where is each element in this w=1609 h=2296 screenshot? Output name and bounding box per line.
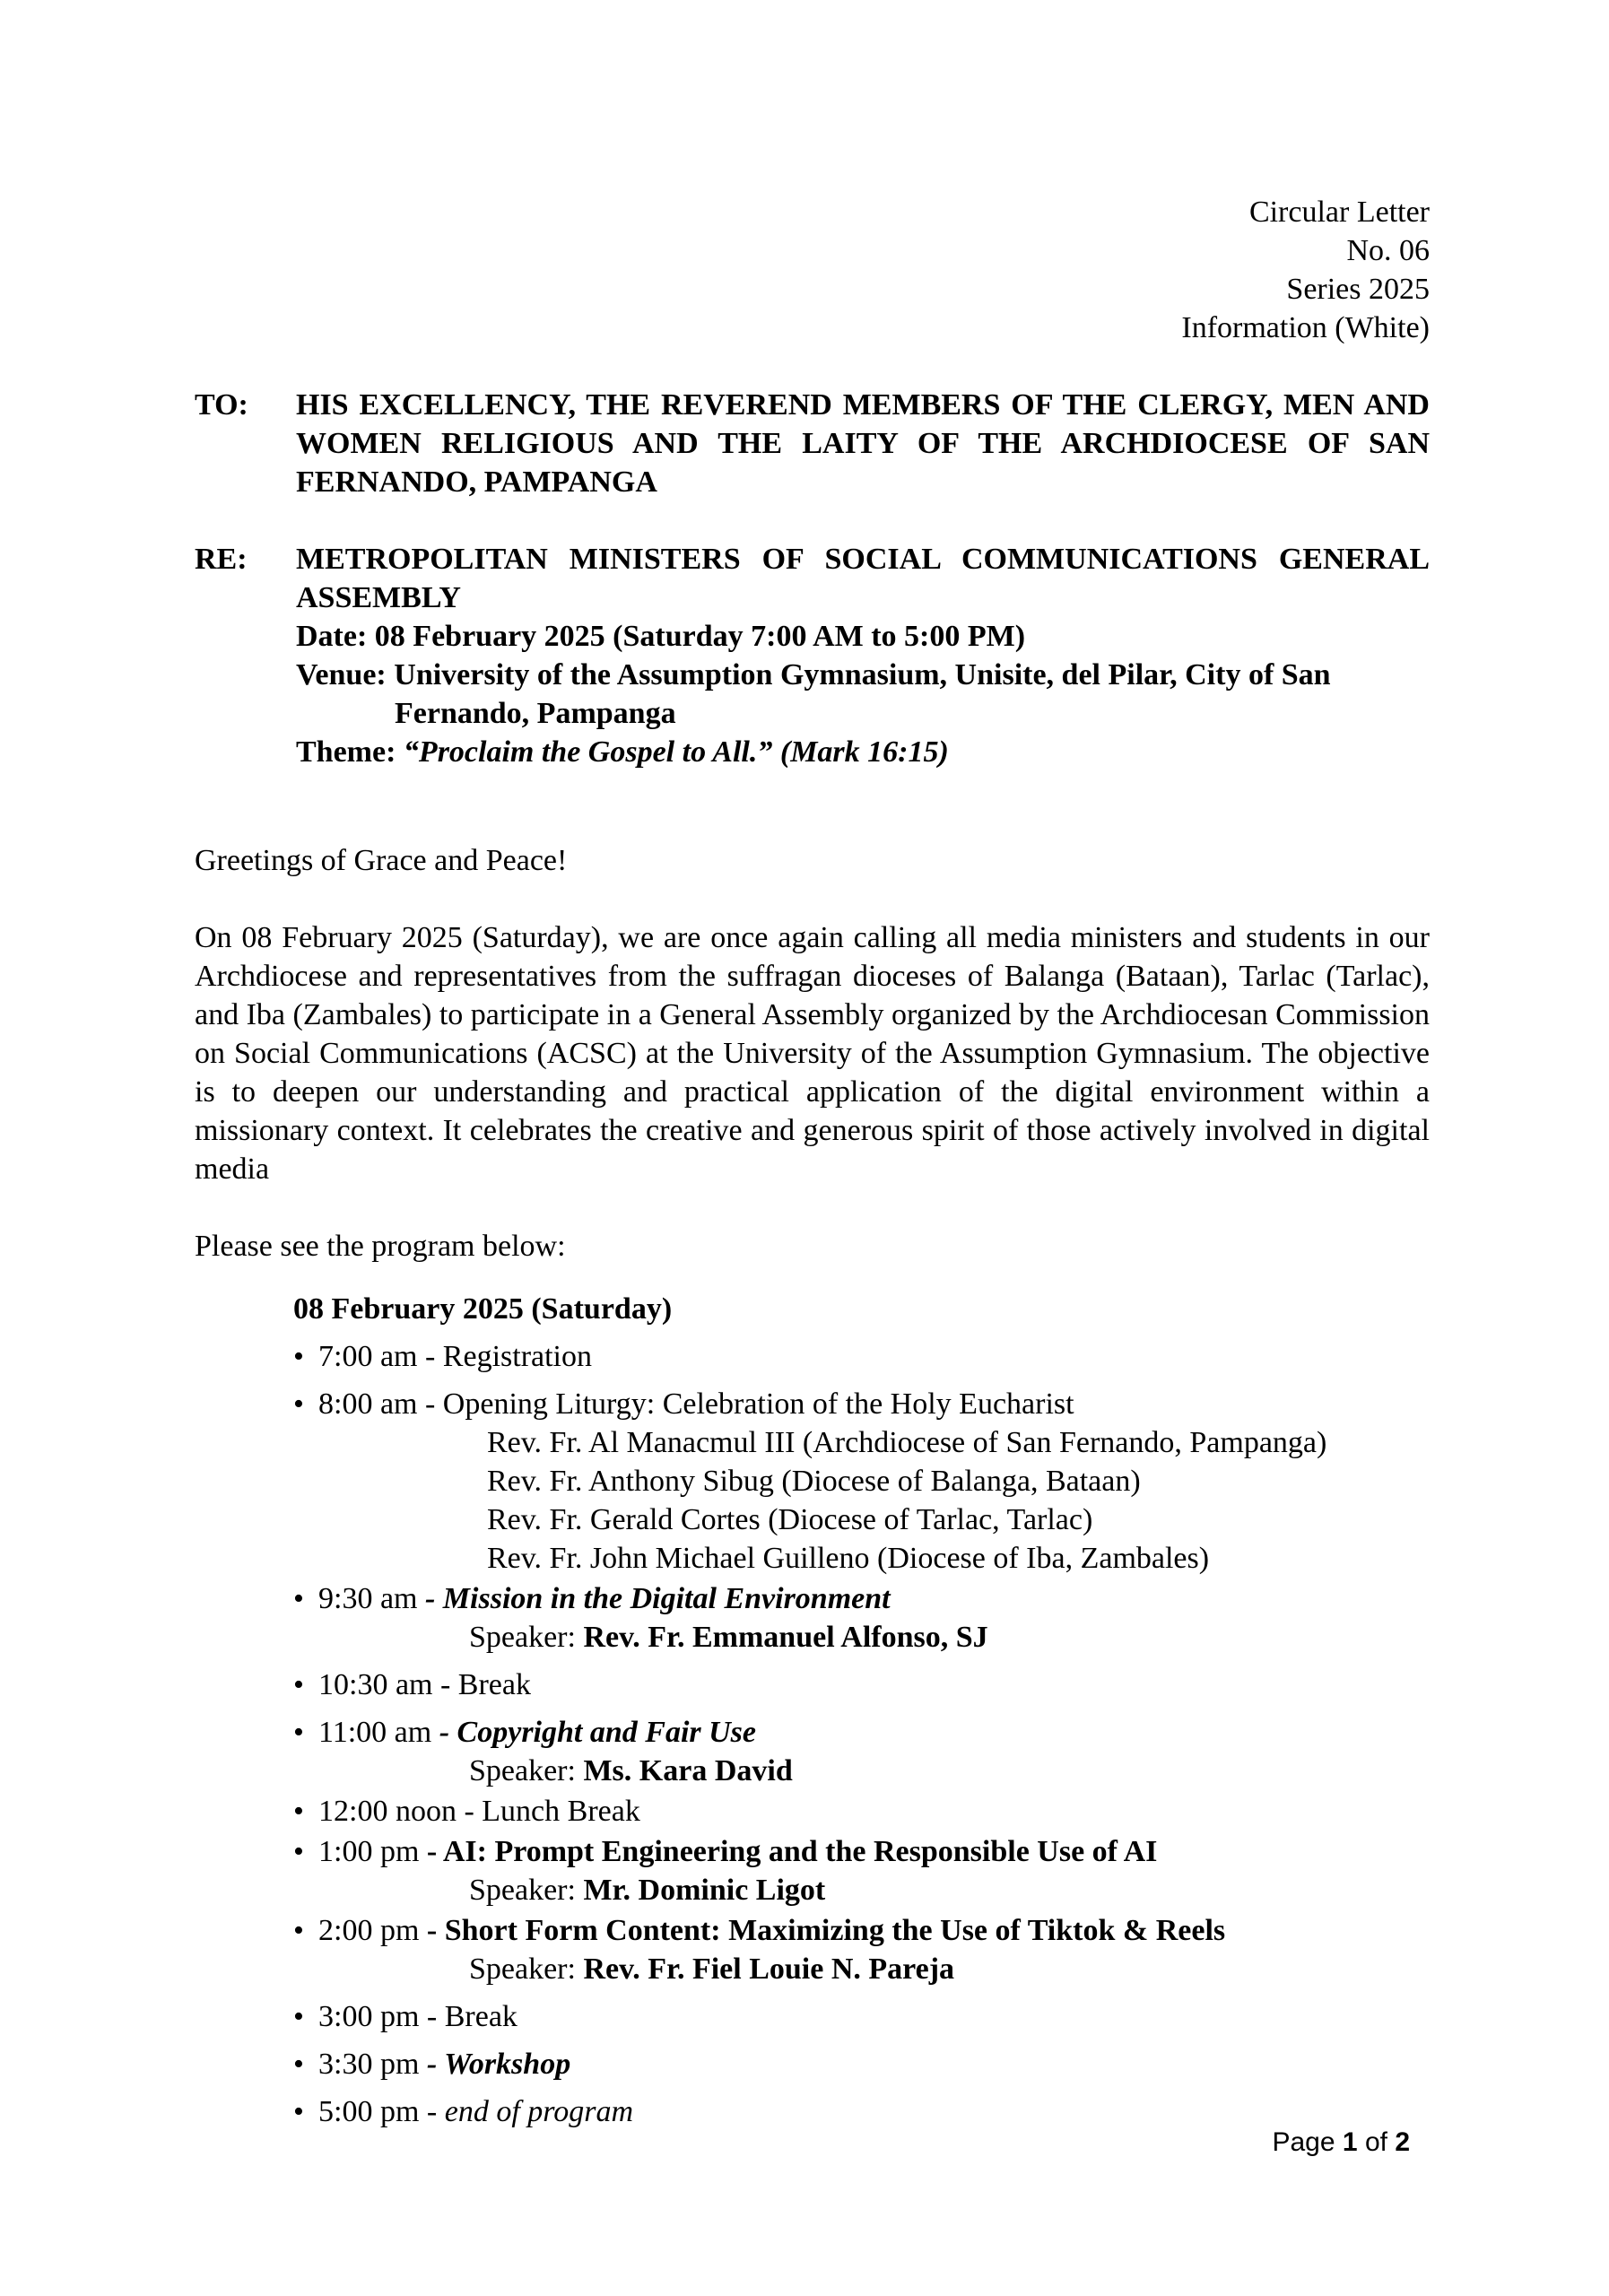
speaker-line xyxy=(293,1618,1430,1657)
celebrant-line: Rev. Fr. Al Manacmul III (Archdiocese of San Fernando, Pampanga) xyxy=(487,1426,1327,1459)
program-item-title: - Lunch Break xyxy=(456,1795,640,1828)
re-theme-label: Theme: xyxy=(296,735,396,769)
program-item xyxy=(293,1665,1430,1704)
footer-total-pages: 2 xyxy=(1395,2127,1410,2157)
program-item-time: 10:30 am xyxy=(318,1668,433,1701)
header-doc-type: Circular Letter xyxy=(1248,196,1430,229)
program-item xyxy=(293,1997,1430,2036)
program-item-time: 2:00 pm xyxy=(318,1914,420,1947)
to-text: HIS EXCELLENCY, THE REVEREND MEMBERS OF THE CLERGY, MEN AND WOMEN RELIGIOUS AND THE LAITY OF THE ARCHDIOCESE OF SAN FERNANDO, PAMPANGA xyxy=(296,388,1430,499)
speaker-label: Speaker: xyxy=(469,1754,584,1787)
program-item-time: 8:00 am xyxy=(318,1387,418,1421)
program-item-line xyxy=(293,1792,1430,1831)
footer-page-number: 1 xyxy=(1342,2127,1358,2157)
celebrant-line: Rev. Fr. Anthony Sibug (Diocese of Balanga, Bataan) xyxy=(487,1465,1141,1498)
program-item-line xyxy=(293,1579,1430,1618)
program-item xyxy=(293,1579,1430,1657)
speaker-label: Speaker: xyxy=(469,1874,584,1907)
page-footer xyxy=(1272,2126,1410,2159)
program-item-title: - Copyright and Fair Use xyxy=(431,1716,756,1749)
program-item-time: 7:00 am xyxy=(318,1340,418,1373)
program-item xyxy=(293,2045,1430,2083)
program-item-time: 3:00 pm xyxy=(318,2000,420,2033)
speaker-name: Ms. Kara David xyxy=(583,1754,793,1787)
program-intro: Please see the program below: xyxy=(195,1230,566,1263)
program-list xyxy=(293,1337,1430,2131)
bullet-icon: • xyxy=(293,1668,304,1701)
bullet-icon: • xyxy=(293,1582,304,1615)
speaker-name: Rev. Fr. Fiel Louie N. Pareja xyxy=(583,1952,955,1986)
program-item-title: - AI: Prompt Engineering and the Responsible Use of AI xyxy=(419,1835,1158,1868)
program-item xyxy=(293,1713,1430,1790)
program-item-time: 1:00 pm xyxy=(318,1835,420,1868)
bullet-icon: • xyxy=(293,1387,304,1421)
speaker-label: Speaker: xyxy=(469,1952,584,1986)
program-heading: 08 February 2025 (Saturday) xyxy=(293,1292,673,1326)
program-section xyxy=(195,1290,1430,2131)
re-label: RE: xyxy=(195,543,248,576)
re-venue-line xyxy=(296,656,1430,733)
bullet-icon: • xyxy=(293,2000,304,2033)
program-item-line xyxy=(293,1911,1430,1950)
program-item-line xyxy=(293,2092,1430,2131)
footer-of-label: of xyxy=(1364,2127,1387,2157)
re-theme-text: “Proclaim the Gospel to All.” (Mark 16:15) xyxy=(403,735,949,769)
speaker-line xyxy=(293,1950,1430,1988)
program-item-title: - Short Form Content: Maximizing the Use of Tiktok & Reels xyxy=(419,1914,1226,1947)
speaker-name: Rev. Fr. Emmanuel Alfonso, SJ xyxy=(583,1621,988,1654)
program-item-line xyxy=(293,1385,1430,1423)
re-venue-text-line1: University of the Assumption Gymnasium, Unisite, del Pilar, City of San xyxy=(394,658,1331,691)
program-item-title: - Break xyxy=(419,2000,517,2033)
program-item-title: - Workshop xyxy=(419,2048,571,2081)
bullet-icon: • xyxy=(293,1716,304,1749)
program-item xyxy=(293,2092,1430,2131)
body-paragraph: On 08 February 2025 (Saturday), we are once again calling all media ministers and students in our Archdiocese and representatives from the suffragan dioceses of Balanga (Bataan), Tarlac (Tarlac), and Iba (Zambales) to participate in a General Assembly organized by the Archdiocesan Commission on Social Communications (ACSC) at the University of the Assumption Gymnasium. The objective is to deepen our understanding and practical application of the digital environment within a missionary context. It celebrates the creative and generous spirit of those actively involved in digital media xyxy=(195,921,1430,1186)
program-item-title: - end of program xyxy=(419,2095,634,2128)
bullet-icon: • xyxy=(293,2048,304,2081)
letter-header xyxy=(195,193,1430,347)
re-subject: METROPOLITAN MINISTERS OF SOCIAL COMMUNICATIONS GENERAL ASSEMBLY xyxy=(296,543,1430,614)
re-date-label: Date: xyxy=(296,620,368,653)
program-item-time: 12:00 noon xyxy=(318,1795,457,1828)
program-item-line xyxy=(293,1997,1430,2036)
program-item-time: 9:30 am xyxy=(318,1582,418,1615)
program-item-title: - Registration xyxy=(417,1340,593,1373)
program-item-time: 3:30 pm xyxy=(318,2048,420,2081)
footer-page-label: Page xyxy=(1272,2127,1335,2157)
program-item-title: - Opening Liturgy: Celebration of the Holy Eucharist xyxy=(417,1387,1074,1421)
program-item-line xyxy=(293,1713,1430,1752)
celebrant-line: Rev. Fr. Gerald Cortes (Diocese of Tarlac, Tarlac) xyxy=(487,1503,1093,1536)
program-item xyxy=(293,1832,1430,1909)
program-item xyxy=(293,1792,1430,1831)
program-item-line xyxy=(293,1665,1430,1704)
header-number: No. 06 xyxy=(1346,234,1430,267)
speaker-line xyxy=(293,1871,1430,1909)
program-item xyxy=(293,1337,1430,1376)
header-classification: Information (White) xyxy=(1181,311,1430,344)
header-series: Series 2025 xyxy=(1286,273,1430,306)
program-item-time: 11:00 am xyxy=(318,1716,432,1749)
greeting: Greetings of Grace and Peace! xyxy=(195,844,568,877)
re-content xyxy=(296,540,1430,771)
bullet-icon: • xyxy=(293,1795,304,1828)
re-date-text: 08 February 2025 (Saturday 7:00 AM to 5:00 PM) xyxy=(374,620,1026,653)
speaker-name: Mr. Dominic Ligot xyxy=(583,1874,826,1907)
program-item-line xyxy=(293,1337,1430,1376)
program-item-line xyxy=(293,2045,1430,2083)
speaker-label: Speaker: xyxy=(469,1621,584,1654)
program-item xyxy=(293,1911,1430,1988)
bullet-icon: • xyxy=(293,2095,304,2128)
celebrant-line: Rev. Fr. John Michael Guilleno (Diocese of Iba, Zambales) xyxy=(487,1542,1210,1575)
speaker-line xyxy=(293,1752,1430,1790)
re-date-line xyxy=(296,617,1430,656)
bullet-icon: • xyxy=(293,1914,304,1947)
program-item-time: 5:00 pm xyxy=(318,2095,420,2128)
re-block xyxy=(195,540,1430,771)
program-item-line xyxy=(293,1832,1430,1871)
re-venue-label: Venue: xyxy=(296,658,387,691)
bullet-icon: • xyxy=(293,1340,304,1373)
program-item-title: - Break xyxy=(432,1668,531,1701)
bullet-icon: • xyxy=(293,1835,304,1868)
to-label: TO: xyxy=(195,388,248,422)
re-theme-line xyxy=(296,733,1430,771)
re-venue-text-line2: Fernando, Pampanga xyxy=(395,697,676,730)
program-item-title: - Mission in the Digital Environment xyxy=(417,1582,891,1615)
to-block xyxy=(195,386,1430,501)
program-item xyxy=(293,1385,1430,1578)
